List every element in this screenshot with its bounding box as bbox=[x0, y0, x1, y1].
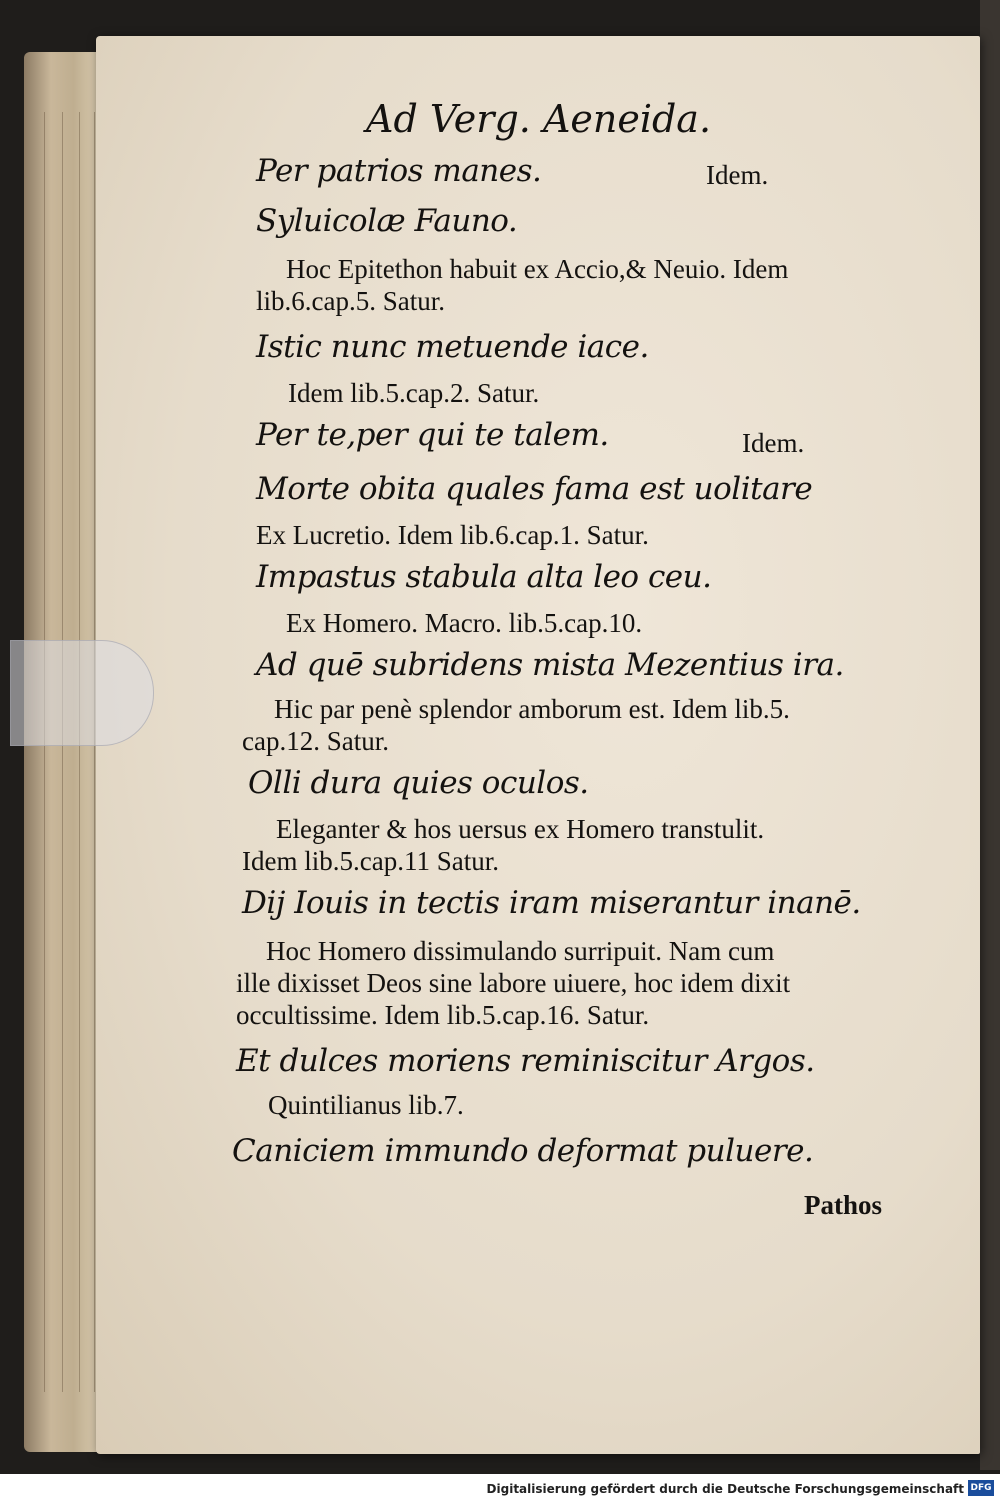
digitization-footer bbox=[0, 1474, 1000, 1505]
verse-line: Syluicolæ Fauno. bbox=[256, 203, 518, 239]
commentary-line: Quintilianus lib.7. bbox=[268, 1090, 464, 1120]
commentary-line: Eleganter & hos uersus ex Homero transtulit. bbox=[276, 814, 765, 844]
catchword: Pathos bbox=[804, 1190, 883, 1220]
page-clip bbox=[10, 640, 154, 746]
commentary-line: lib.6.cap.5. Satur. bbox=[256, 286, 445, 316]
verse-line: Caniciem immundo deformat puluere. bbox=[232, 1133, 814, 1169]
running-title: Ad Verg. Aeneida. bbox=[366, 97, 712, 141]
edge-line bbox=[94, 112, 95, 1392]
edge-line bbox=[44, 112, 45, 1392]
commentary-line: Hic par penè splendor amborum est. Idem lib.5. bbox=[274, 694, 790, 724]
edge-line bbox=[79, 112, 80, 1392]
edge-line bbox=[62, 112, 63, 1392]
commentary-line: Hoc Epitethon habuit ex Accio,& Neuio. Idem bbox=[286, 254, 789, 284]
commentary-line: Idem lib.5.cap.2. Satur. bbox=[288, 378, 540, 408]
verse-line: Morte obita quales fama est uolitare bbox=[256, 471, 813, 507]
verse-line: Ad quē subridens mista Mezentius ira. bbox=[256, 647, 844, 683]
dfg-logo-icon: DFG bbox=[968, 1480, 994, 1496]
source-reference: Idem. bbox=[706, 160, 769, 190]
commentary-line: Hoc Homero dissimulando surripuit. Nam cum bbox=[266, 936, 775, 966]
verse-line: Dij Iouis in tectis iram miserantur inanē. bbox=[242, 885, 861, 921]
verse-line: Per te,per qui te talem. bbox=[256, 417, 609, 453]
book-page bbox=[96, 36, 980, 1454]
verse-line: Olli dura quies oculos. bbox=[248, 765, 589, 801]
footer-credit: Digitalisierung gefördert durch die Deutsche Forschungsgemeinschaft bbox=[486, 1482, 964, 1496]
commentary-line: Ex Homero. Macro. lib.5.cap.10. bbox=[286, 608, 643, 638]
verse-line: Istic nunc metuende iace. bbox=[256, 329, 649, 365]
source-reference: Idem. bbox=[742, 428, 805, 458]
commentary-line: Ex Lucretio. Idem lib.6.cap.1. Satur. bbox=[256, 520, 649, 550]
commentary-line: occultissime. Idem lib.5.cap.16. Satur. bbox=[236, 1000, 650, 1030]
facing-page-gutter bbox=[980, 0, 1000, 1470]
commentary-line: cap.12. Satur. bbox=[242, 726, 389, 756]
verse-line: Et dulces moriens reminiscitur Argos. bbox=[236, 1043, 815, 1079]
verse-line: Per patrios manes. bbox=[256, 153, 542, 189]
commentary-line: Idem lib.5.cap.11 Satur. bbox=[242, 846, 499, 876]
commentary-line: ille dixisset Deos sine labore uiuere, hoc idem dixit bbox=[236, 968, 791, 998]
verse-line: Impastus stabula alta leo ceu. bbox=[256, 559, 712, 595]
